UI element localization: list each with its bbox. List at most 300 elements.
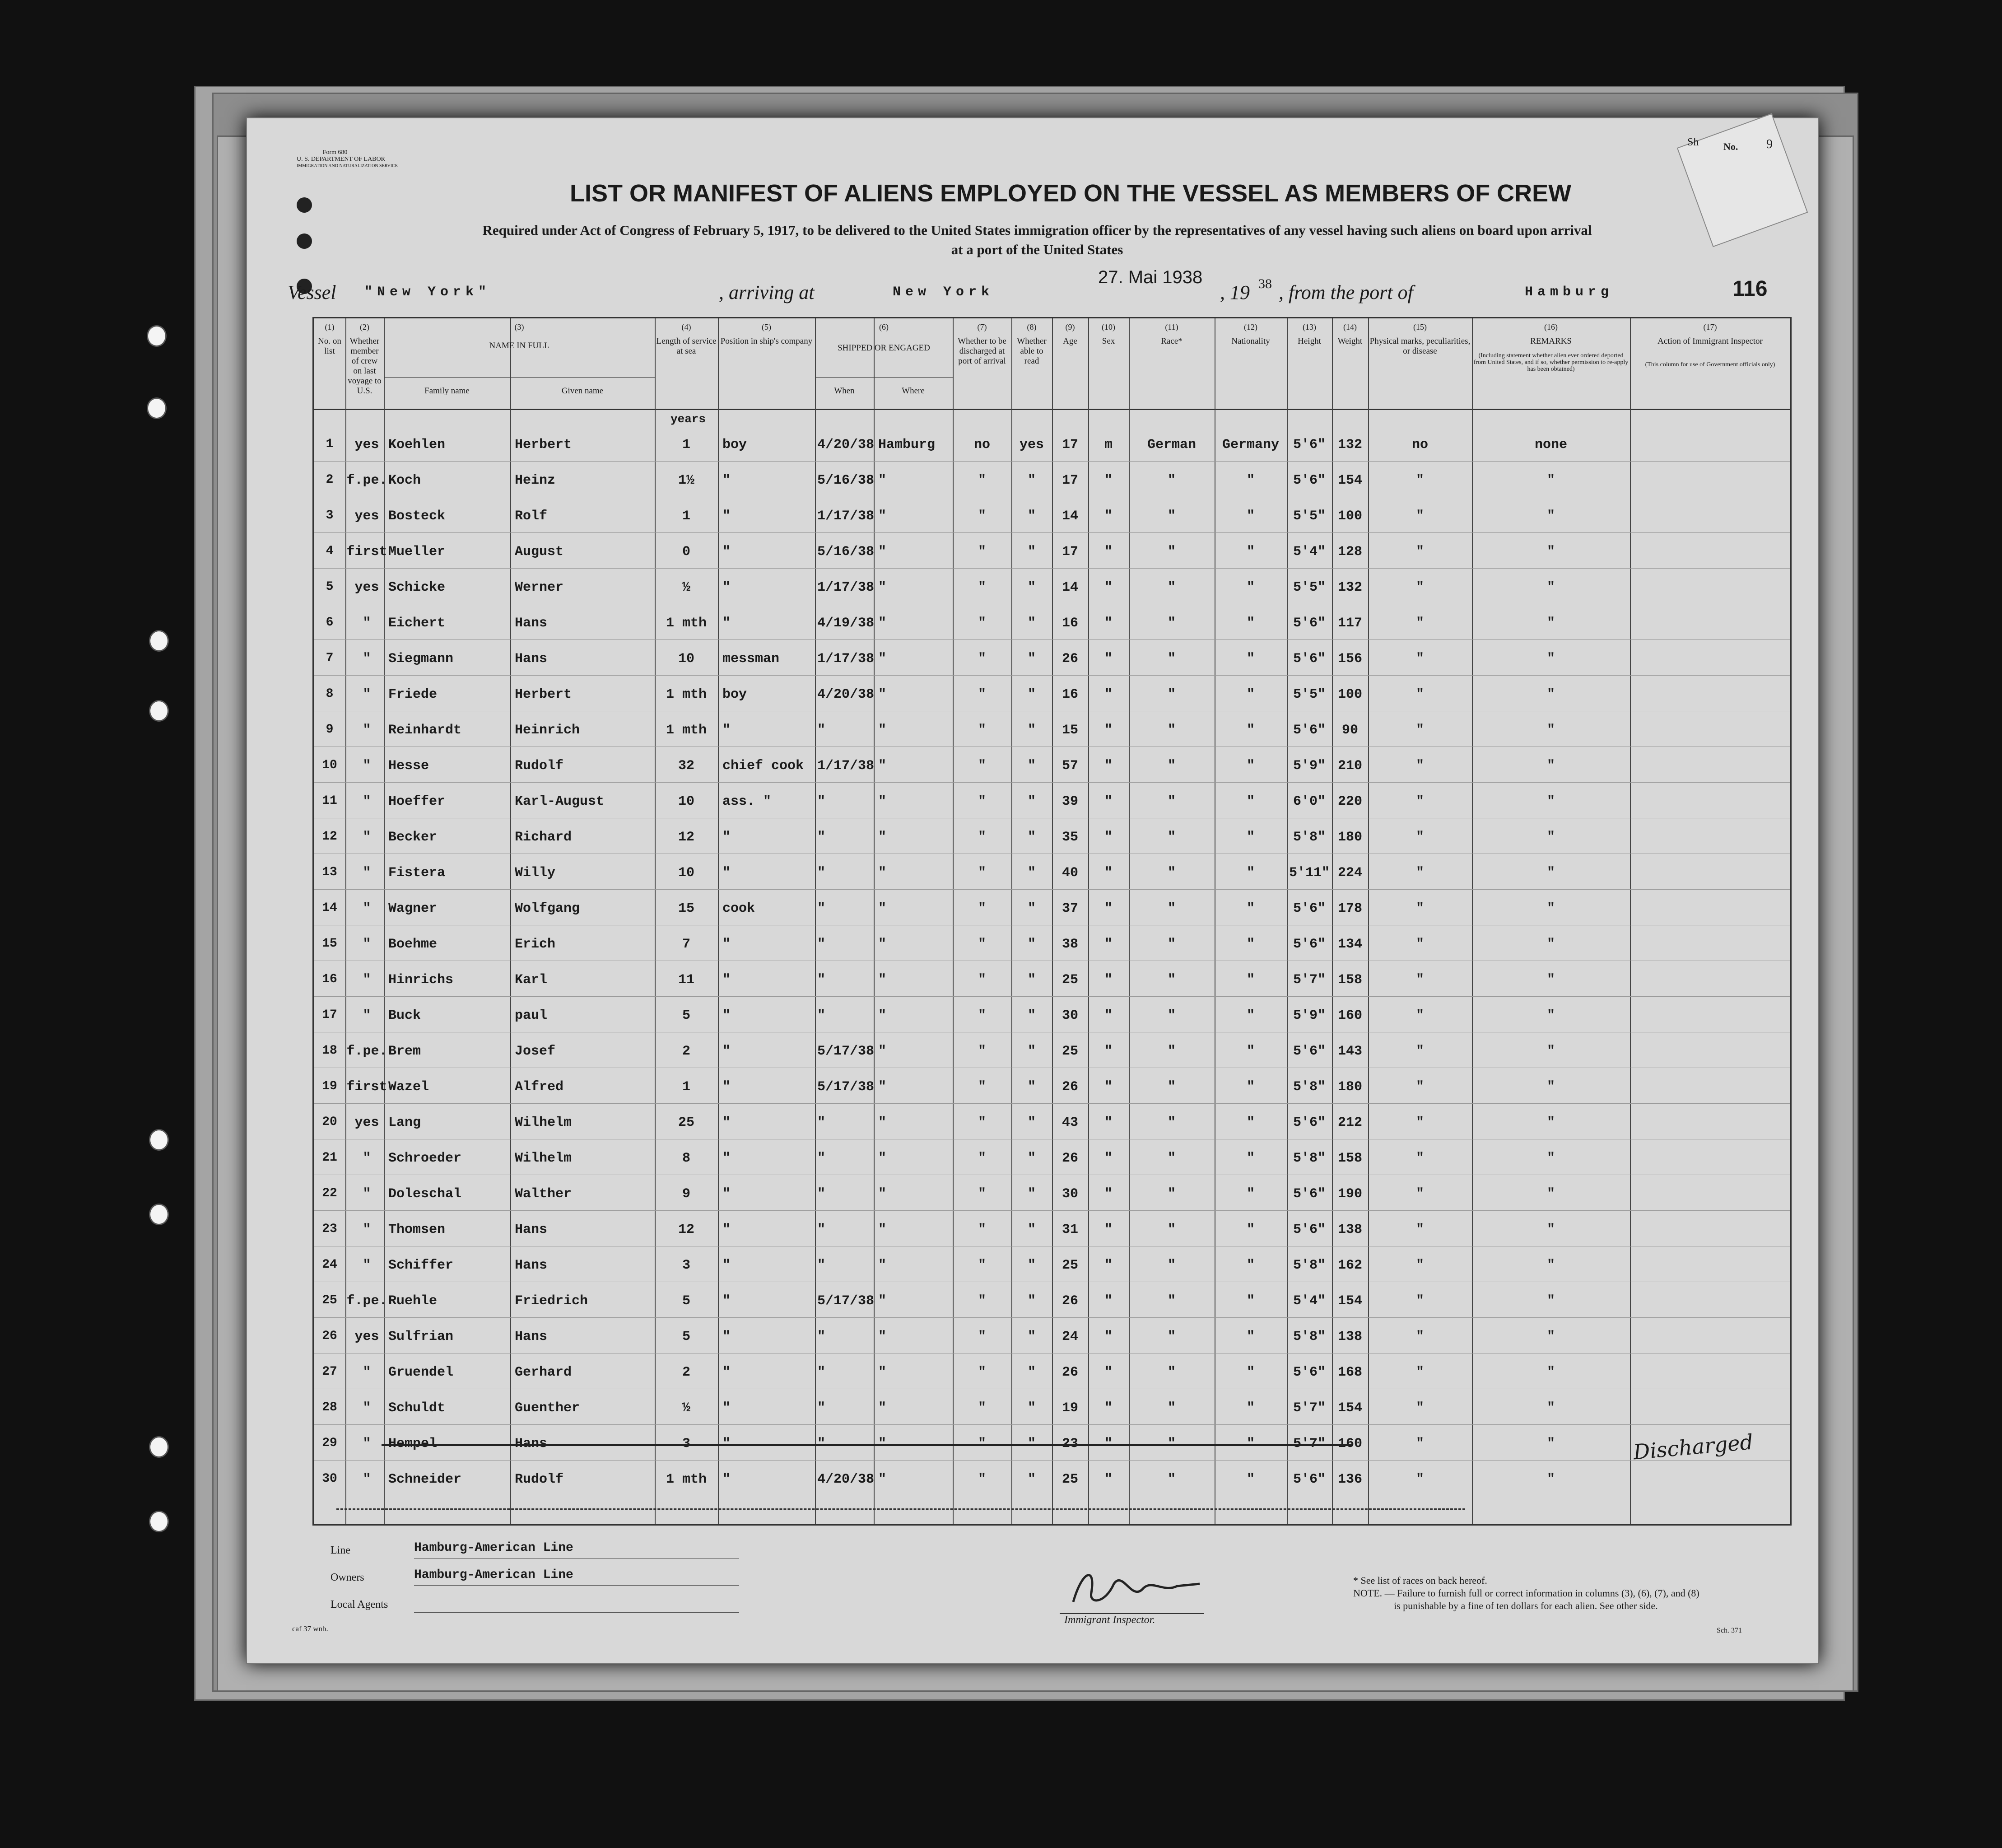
cell-read: " [1027, 1186, 1036, 1202]
cell-height: 5'6" [1293, 723, 1326, 738]
column-number-c5: (5) [762, 322, 771, 331]
cell-family: Reinhardt [388, 723, 462, 738]
cell-family: Fistera [388, 865, 446, 881]
cell-marks: " [1415, 1222, 1424, 1237]
cell-given: Karl-August [515, 794, 605, 809]
cell-where: " [878, 972, 887, 988]
cell-race: " [1167, 901, 1176, 916]
cell-weight: 138 [1337, 1222, 1362, 1237]
cell-service: 1 mth [666, 687, 707, 702]
cell-prev: " [363, 794, 371, 809]
cell-disch: " [978, 616, 986, 631]
cell-height: 5'6" [1293, 901, 1326, 916]
cell-family: Lang [388, 1115, 421, 1130]
cell-read: " [1027, 723, 1036, 738]
cell-nat: " [1246, 1365, 1255, 1380]
table-row [314, 786, 1790, 821]
cell-race: " [1167, 1222, 1176, 1237]
cell-where: " [878, 1258, 887, 1273]
table-row [314, 1428, 1790, 1464]
cell-height: 5'9" [1293, 758, 1326, 774]
line-value: Hamburg-American Line [414, 1541, 573, 1555]
cell-given: Guenther [515, 1400, 580, 1416]
cell-weight: 100 [1337, 687, 1362, 702]
cell-nat: " [1246, 616, 1255, 631]
column-number-c14: (14) [1343, 322, 1357, 331]
cell-service: 3 [682, 1258, 690, 1273]
cell-n: 10 [322, 758, 337, 772]
cell-height: 5'6" [1293, 651, 1326, 667]
cell-nat: " [1246, 1400, 1255, 1416]
cell-height: 5'4" [1293, 1293, 1326, 1309]
cell-given: Walther [515, 1186, 572, 1202]
cell-height: 5'5" [1293, 580, 1326, 595]
cell-sex: " [1104, 1258, 1113, 1273]
column-number-c10: (10) [1102, 322, 1115, 331]
cell-read: " [1027, 651, 1036, 667]
column-header-c4: Length of service at sea [656, 336, 717, 356]
cell-prev: " [363, 1400, 371, 1416]
cell-nat: " [1246, 1151, 1255, 1166]
cell-remarks: " [1546, 1079, 1555, 1095]
table-row [314, 607, 1790, 643]
cell-given: Heinz [515, 473, 556, 488]
vessel-label: Vessel [288, 281, 336, 303]
cell-marks: " [1415, 473, 1424, 488]
cell-weight: 100 [1337, 509, 1362, 524]
cell-race: " [1167, 758, 1176, 774]
cell-given: Werner [515, 580, 564, 595]
table-row [314, 500, 1790, 536]
cell-sex: " [1104, 937, 1113, 952]
table-row [314, 1464, 1790, 1499]
cell-where: " [878, 794, 887, 809]
cell-prev: " [363, 616, 371, 631]
cell-sex: " [1104, 1151, 1113, 1166]
cell-position: " [722, 1436, 731, 1451]
cell-remarks: " [1546, 616, 1555, 631]
form-number: Form 680 [322, 149, 348, 156]
cell-remarks: " [1546, 1365, 1555, 1380]
owners-value: Hamburg-American Line [414, 1568, 573, 1582]
cell-marks: " [1415, 758, 1424, 774]
cell-read: " [1027, 580, 1036, 595]
cell-remarks: " [1546, 1293, 1555, 1309]
cell-when: " [817, 723, 826, 738]
column-number-c7: (7) [977, 322, 987, 331]
cell-read: " [1027, 616, 1036, 631]
cell-service: 11 [678, 972, 694, 988]
cell-prev: yes [354, 509, 379, 524]
cell-marks: " [1415, 865, 1424, 881]
cell-marks: " [1415, 1008, 1424, 1023]
cell-when: " [817, 937, 826, 952]
cell-race: " [1167, 616, 1176, 631]
punch-hole [149, 1204, 169, 1225]
name-subheader-rule [384, 377, 655, 378]
cell-age: 26 [1062, 1151, 1078, 1166]
cell-height: 5'11" [1289, 865, 1330, 881]
cell-when: 1/17/38 [817, 580, 875, 595]
cell-height: 5'5" [1293, 509, 1326, 524]
cell-prev: " [363, 972, 371, 988]
cell-n: 16 [322, 972, 337, 986]
cell-family: Becker [388, 830, 438, 845]
cell-sex: " [1104, 865, 1113, 881]
cell-family: Eichert [388, 616, 446, 631]
cell-marks: " [1415, 1151, 1424, 1166]
table-row [314, 1000, 1790, 1036]
cell-where: " [878, 687, 887, 702]
cell-position: " [722, 1079, 731, 1095]
cell-position: " [722, 616, 731, 631]
cell-service: 5 [682, 1293, 690, 1309]
cell-n: 13 [322, 865, 337, 879]
column-number-c16: (16) [1544, 322, 1558, 331]
cell-prev: f.pe. [346, 1044, 387, 1059]
cell-given: August [515, 544, 564, 560]
cell-race: German [1147, 437, 1197, 453]
cell-remarks: " [1546, 1115, 1555, 1130]
cell-disch: " [978, 580, 986, 595]
cell-disch: " [978, 1329, 986, 1344]
cell-nat: " [1246, 1044, 1255, 1059]
cell-service: 1 mth [666, 1472, 707, 1487]
cell-n: 8 [326, 687, 334, 701]
cell-nat: Germany [1222, 437, 1280, 453]
cell-prev: " [363, 1472, 371, 1487]
cell-weight: 132 [1337, 437, 1362, 453]
cell-family: Schuldt [388, 1400, 446, 1416]
cell-age: 26 [1062, 1293, 1078, 1309]
arriving-port: New York [893, 285, 994, 300]
cell-marks: " [1415, 1258, 1424, 1273]
cell-family: Boehme [388, 937, 438, 952]
cell-weight: 154 [1337, 473, 1362, 488]
cell-height: 5'7" [1293, 1400, 1326, 1416]
cell-marks: " [1415, 1186, 1424, 1202]
cell-disch: " [978, 473, 986, 488]
cell-sex: " [1104, 794, 1113, 809]
cell-n: 15 [322, 937, 337, 951]
cell-position: " [722, 1222, 731, 1237]
cell-service: 7 [682, 937, 690, 952]
cell-n: 9 [326, 723, 334, 737]
cell-prev: " [363, 1151, 371, 1166]
cell-height: 5'8" [1293, 1329, 1326, 1344]
cell-nat: " [1246, 1258, 1255, 1273]
cell-when: " [817, 1115, 826, 1130]
cell-remarks: " [1546, 1151, 1555, 1166]
cell-sex: " [1104, 473, 1113, 488]
cell-sex: " [1104, 972, 1113, 988]
cell-where: Hamburg [878, 437, 936, 453]
cell-read: " [1027, 1115, 1036, 1130]
cell-race: " [1167, 794, 1176, 809]
cell-race: " [1167, 1151, 1176, 1166]
column-number-c15: (15) [1413, 322, 1427, 331]
cell-marks: " [1415, 1436, 1424, 1451]
cell-age: 26 [1062, 651, 1078, 667]
cell-where: " [878, 937, 887, 952]
cell-where: " [878, 1400, 887, 1416]
from-port-label: , from the port of [1279, 281, 1413, 303]
cell-where: " [878, 651, 887, 667]
cell-height: 5'7" [1293, 1436, 1326, 1451]
cell-sex: " [1104, 509, 1113, 524]
cell-prev: " [363, 723, 371, 738]
cell-position: " [722, 937, 731, 952]
cell-weight: 136 [1337, 1472, 1362, 1487]
cell-prev: first [346, 1079, 387, 1095]
cell-service: 12 [678, 830, 694, 845]
column-header-c13: Height [1298, 336, 1321, 346]
cell-where: " [878, 1151, 887, 1166]
cell-disch: " [978, 794, 986, 809]
cell-nat: " [1246, 687, 1255, 702]
cell-nat: " [1246, 1436, 1255, 1451]
cell-weight: 90 [1341, 723, 1358, 738]
cell-sex: " [1104, 1293, 1113, 1309]
cell-service: 1 mth [666, 616, 707, 631]
cell-disch: " [978, 1472, 986, 1487]
cell-position: " [722, 544, 731, 560]
punch-hole [149, 1511, 169, 1532]
cell-service: 2 [682, 1365, 690, 1380]
cell-position: " [722, 509, 731, 524]
cell-marks: " [1415, 937, 1424, 952]
cell-given: Hans [515, 651, 548, 667]
cell-marks: " [1415, 651, 1424, 667]
cell-height: 5'6" [1293, 1472, 1326, 1487]
cell-remarks: " [1546, 1222, 1555, 1237]
table-row [314, 929, 1790, 964]
cell-race: " [1167, 580, 1176, 595]
cell-height: 5'6" [1293, 937, 1326, 952]
cell-weight: 180 [1337, 1079, 1362, 1095]
years-unit: years [670, 412, 706, 426]
cell-where: " [878, 1436, 887, 1451]
cell-n: 2 [326, 473, 334, 487]
cell-given: Gerhard [515, 1365, 572, 1380]
column-number-c13: (13) [1303, 322, 1316, 331]
cell-read: " [1027, 473, 1036, 488]
cell-disch: " [978, 1293, 986, 1309]
cell-sex: m [1104, 437, 1113, 453]
cell-disch: " [978, 758, 986, 774]
cell-disch: " [978, 1365, 986, 1380]
cell-race: " [1167, 1436, 1176, 1451]
cell-weight: 143 [1337, 1044, 1362, 1059]
cell-remarks: " [1546, 758, 1555, 774]
discharged-annotation: Discharged [1632, 1429, 1754, 1465]
cell-age: 43 [1062, 1115, 1078, 1130]
cell-prev: yes [354, 1115, 379, 1130]
cell-race: " [1167, 972, 1176, 988]
table-row [314, 964, 1790, 1000]
cell-disch: " [978, 509, 986, 524]
cell-service: ½ [682, 1400, 690, 1416]
cell-disch: " [978, 1044, 986, 1059]
cell-given: Alfred [515, 1079, 564, 1095]
cell-family: Ruehle [388, 1293, 438, 1309]
cell-n: 7 [326, 651, 334, 665]
cell-n: 18 [322, 1044, 337, 1058]
cell-service: 1 [682, 1079, 690, 1095]
cell-read: " [1027, 1044, 1036, 1059]
cell-given: Wolfgang [515, 901, 580, 916]
cell-nat: " [1246, 473, 1255, 488]
cell-remarks: " [1546, 1008, 1555, 1023]
table-row [314, 1357, 1790, 1392]
cell-race: " [1167, 723, 1176, 738]
cell-remarks: " [1546, 1436, 1555, 1451]
cell-prev: " [363, 687, 371, 702]
cell-marks: " [1415, 1293, 1424, 1309]
cell-given: Richard [515, 830, 572, 845]
cell-where: " [878, 758, 887, 774]
column-number-c12: (12) [1244, 322, 1257, 331]
cell-service: ½ [682, 580, 690, 595]
cell-race: " [1167, 1365, 1176, 1380]
strikethrough-line [382, 1444, 1352, 1446]
cell-read: " [1027, 865, 1036, 881]
cell-height: 5'8" [1293, 1151, 1326, 1166]
cell-given: Friedrich [515, 1293, 588, 1309]
cell-family: Gruendel [388, 1365, 454, 1380]
service-name: IMMIGRATION AND NATURALIZATION SERVICE [297, 163, 398, 168]
cell-family: Doleschal [388, 1186, 462, 1202]
cell-n: 28 [322, 1400, 337, 1414]
cell-weight: 154 [1337, 1400, 1362, 1416]
cell-race: " [1167, 1186, 1176, 1202]
column-number-c3: (3) [514, 322, 524, 331]
cell-nat: " [1246, 1115, 1255, 1130]
cell-when: 5/16/38 [817, 473, 875, 488]
cell-race: " [1167, 509, 1176, 524]
agents-underline [414, 1612, 739, 1613]
cell-when: 4/20/38 [817, 437, 875, 453]
cell-race: " [1167, 1472, 1176, 1487]
cell-n: 22 [322, 1186, 337, 1200]
cell-remarks: " [1546, 1400, 1555, 1416]
cell-sex: " [1104, 580, 1113, 595]
document-title: LIST OR MANIFEST OF ALIENS EMPLOYED ON THE VESSEL AS MEMBERS OF CREW [570, 180, 1572, 207]
cell-nat: " [1246, 723, 1255, 738]
punch-hole [149, 630, 169, 652]
cell-nat: " [1246, 865, 1255, 881]
cell-where: " [878, 1044, 887, 1059]
cell-sex: " [1104, 1436, 1113, 1451]
cell-age: 25 [1062, 1258, 1078, 1273]
cell-family: Wagner [388, 901, 438, 916]
cell-prev: " [363, 1365, 371, 1380]
cell-prev: yes [354, 580, 379, 595]
cell-prev: " [363, 901, 371, 916]
column-header-c16: REMARKS [1530, 336, 1572, 346]
cell-n: 24 [322, 1258, 337, 1272]
cell-read: " [1027, 1293, 1036, 1309]
cell-service: 5 [682, 1329, 690, 1344]
cell-prev: " [363, 758, 371, 774]
owners-label: Owners [331, 1572, 364, 1583]
cell-nat: " [1246, 1008, 1255, 1023]
table-row [314, 429, 1790, 465]
cell-read: " [1027, 544, 1036, 560]
column-header-when: When [834, 386, 855, 396]
cell-position: cook [722, 901, 755, 916]
cell-family: Koehlen [388, 437, 446, 453]
cell-nat: " [1246, 901, 1255, 916]
note-label: NOTE. [1353, 1587, 1383, 1599]
cell-position: " [722, 1329, 731, 1344]
cell-sex: " [1104, 616, 1113, 631]
cell-disch: " [978, 1186, 986, 1202]
cell-weight: 156 [1337, 651, 1362, 667]
cell-read: " [1027, 758, 1036, 774]
cell-weight: 117 [1337, 616, 1362, 631]
cell-when: 4/20/38 [817, 687, 875, 702]
cell-when: 5/16/38 [817, 544, 875, 560]
cell-given: Hans [515, 1436, 548, 1451]
column-header-c10: Sex [1102, 336, 1115, 346]
owners-underline [414, 1585, 739, 1586]
cell-sex: " [1104, 1365, 1113, 1380]
cell-family: Sulfrian [388, 1329, 454, 1344]
cell-age: 14 [1062, 580, 1078, 595]
table-row [314, 643, 1790, 679]
cell-service: 1½ [678, 473, 694, 488]
cell-marks: " [1415, 794, 1424, 809]
end-of-list-rule [336, 1508, 1465, 1510]
arriving-label: , arriving at [719, 281, 815, 303]
cell-marks: " [1415, 616, 1424, 631]
gpo-mark: caf 37 wnb. [292, 1624, 328, 1633]
cell-given: Rolf [515, 509, 548, 524]
table-row [314, 536, 1790, 572]
cell-n: 5 [326, 580, 334, 594]
cell-position: boy [722, 687, 747, 702]
year-label: , 19 [1220, 281, 1250, 303]
cell-weight: 160 [1337, 1008, 1362, 1023]
cell-where: " [878, 544, 887, 560]
fine-note-2: is punishable by a fine of ten dollars for each alien. See other side. [1394, 1600, 1658, 1611]
subtitle-line-1: Required under Act of Congress of February 5, 1917, to be delivered to the United States immigration officer by the representatives of any vessel having such aliens on board upon arrival [482, 222, 1592, 238]
cell-remarks: " [1546, 544, 1555, 560]
punch-hole [147, 325, 167, 347]
cell-family: Brem [388, 1044, 421, 1059]
cell-weight: 138 [1337, 1329, 1362, 1344]
cell-sex: " [1104, 758, 1113, 774]
cell-remarks: " [1546, 1329, 1555, 1344]
table-row [314, 1285, 1790, 1321]
cell-n: 26 [322, 1329, 337, 1343]
cell-n: 14 [322, 901, 337, 915]
cell-where: " [878, 1293, 887, 1309]
cell-read: " [1027, 901, 1036, 916]
cell-family: Hesse [388, 758, 429, 774]
cell-n: 21 [322, 1151, 337, 1165]
cell-read: " [1027, 1365, 1036, 1380]
cell-n: 12 [322, 830, 337, 844]
cell-read: " [1027, 1151, 1036, 1166]
column-number-c6: (6) [879, 322, 889, 331]
cell-sex: " [1104, 1472, 1113, 1487]
column-header-shipped: SHIPPED OR ENGAGED [838, 343, 930, 353]
cell-weight: 132 [1337, 580, 1362, 595]
cell-service: 2 [682, 1044, 690, 1059]
cell-service: 1 mth [666, 723, 707, 738]
